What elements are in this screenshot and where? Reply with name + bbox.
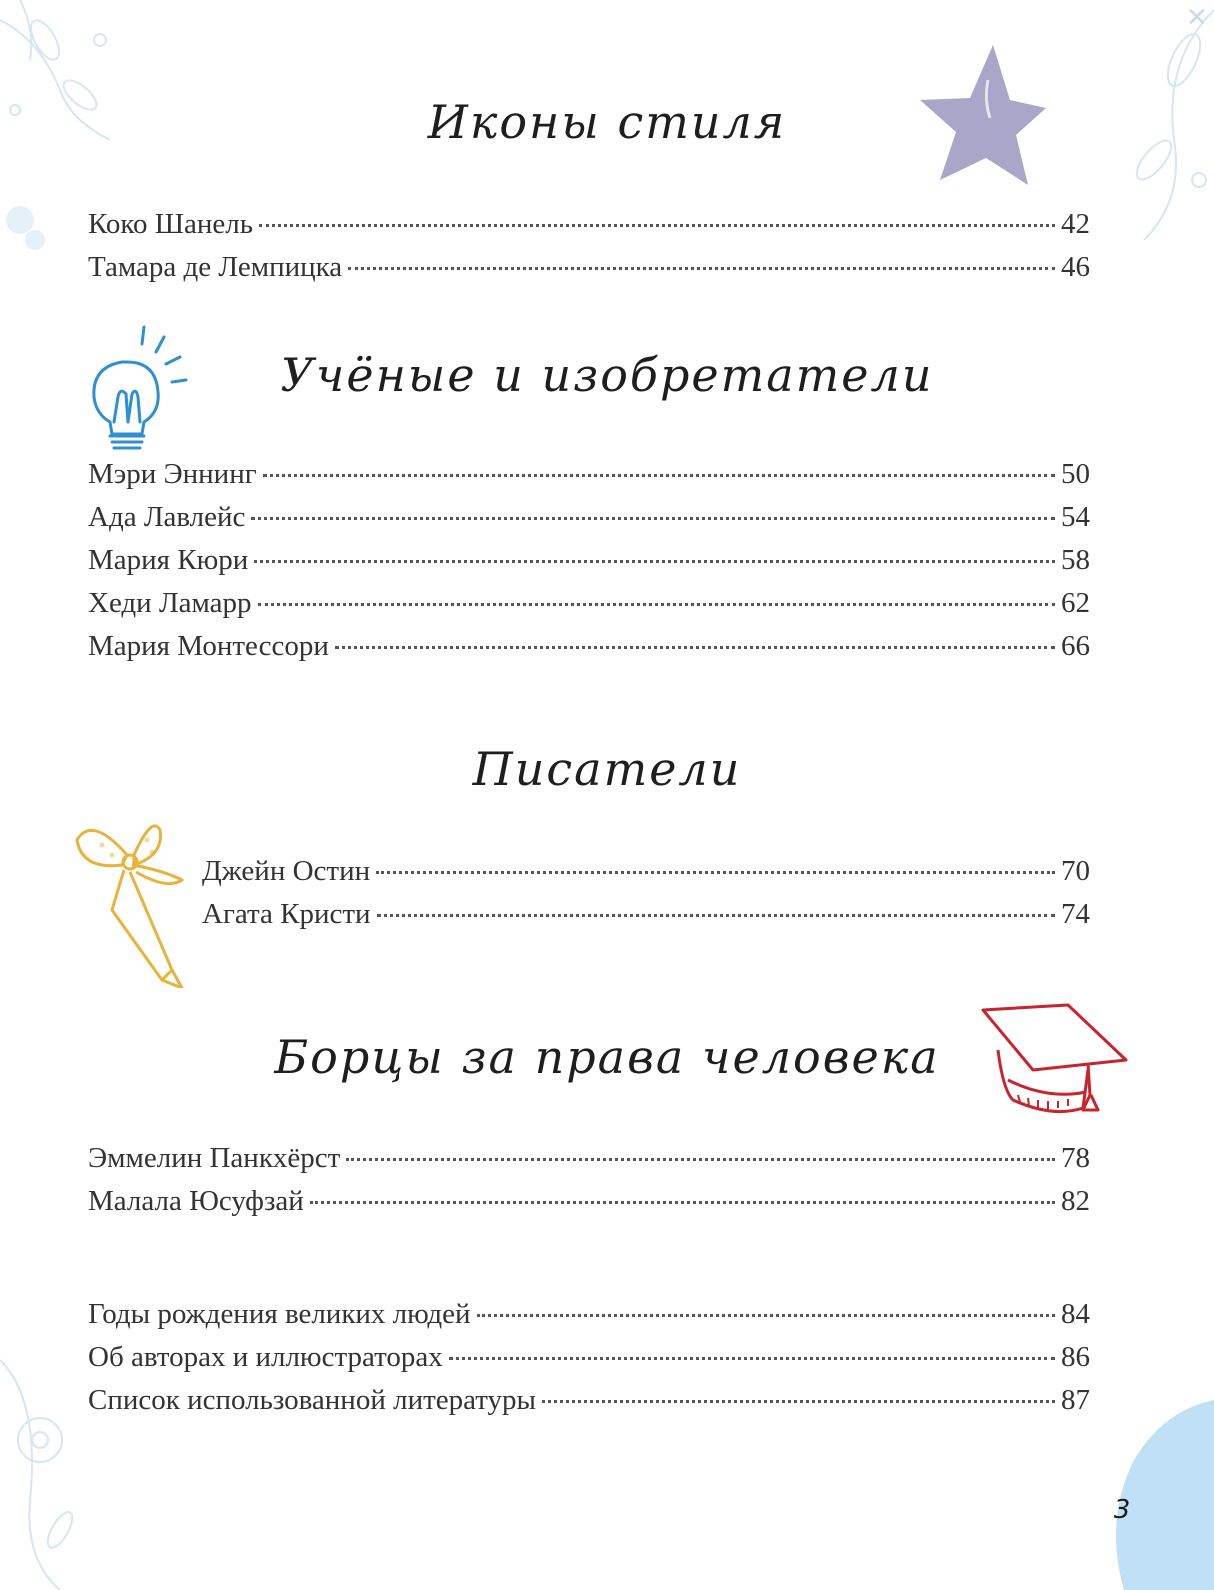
svg-text:✕: ✕ [1186,3,1208,33]
toc-entry[interactable] [88,1341,1090,1384]
entry-page: 87 [1061,1384,1090,1416]
dot-leader [346,1158,1055,1161]
dot-leader [376,871,1055,874]
entry-name: Джейн Остин [202,855,371,887]
dot-leader [377,914,1055,917]
entry-name: Эммелин Панкхёрст [88,1142,341,1174]
toc-entry[interactable] [88,1185,1090,1228]
toc-entry[interactable] [88,630,1090,673]
dot-leader [259,224,1055,227]
section-title: Учёные и изобретатели [280,348,934,402]
floral-decoration-icon [0,1240,90,1590]
entry-name: Малала Юсуфзай [88,1185,304,1217]
dot-leader [348,267,1055,270]
entry-page: 46 [1061,251,1090,283]
entry-page: 62 [1061,587,1090,619]
entry-page: 78 [1061,1142,1090,1174]
floral-decoration-icon [0,170,60,290]
entry-page: 84 [1061,1298,1090,1330]
entry-name: Тамара де Лемпицка [88,251,343,283]
toc-entry[interactable] [202,855,1090,898]
entry-page: 50 [1061,458,1090,490]
entry-name: Об авторах и иллюстраторах [88,1341,443,1373]
bow-pen-icon [72,810,187,988]
toc-list [88,458,1090,673]
dot-leader [263,474,1055,477]
section-title: Писатели [472,742,742,796]
toc-entry[interactable] [88,1142,1090,1185]
toc-entry[interactable] [202,898,1090,941]
entry-page: 82 [1061,1185,1090,1217]
entry-page: 42 [1061,208,1090,240]
lightbulb-icon [82,322,192,457]
toc-extras-list [88,1298,1090,1427]
dot-leader [335,646,1055,649]
toc-list [88,208,1090,294]
entry-name: Список использованной литературы [88,1384,537,1416]
dot-leader [449,1357,1055,1360]
dot-leader [477,1314,1056,1317]
star-icon [918,40,1048,190]
toc-entry[interactable] [88,251,1090,294]
toc-entry[interactable] [88,458,1090,501]
toc-entry[interactable] [88,587,1090,630]
toc-list [202,855,1090,941]
toc-entry[interactable] [88,1384,1090,1427]
dot-leader [258,603,1055,606]
entry-page: 58 [1061,544,1090,576]
dot-leader [254,560,1055,563]
entry-name: Коко Шанель [88,208,253,240]
entry-name: Ада Лавлейс [88,501,246,533]
entry-page: 70 [1061,855,1090,887]
entry-page: 54 [1061,501,1090,533]
toc-entry[interactable] [88,208,1090,251]
entry-name: Годы рождения великих людей [88,1298,471,1330]
entry-name: Мэри Эннинг [88,458,257,490]
dot-leader [542,1400,1055,1403]
entry-page: 86 [1061,1341,1090,1373]
dot-leader [310,1201,1055,1204]
toc-entry[interactable] [88,501,1090,544]
entry-name: Мария Кюри [88,544,249,576]
toc-list [88,1142,1090,1228]
dot-leader [251,517,1055,520]
entry-page: 74 [1061,898,1090,930]
entry-name: Хеди Ламарр [88,587,252,619]
page-number: 3 [1113,1495,1131,1525]
entry-name: Агата Кристи [202,898,371,930]
section-title: Иконы стиля [427,95,787,149]
entry-name: Мария Монтессори [88,630,329,662]
toc-entry[interactable] [88,544,1090,587]
section-title: Борцы за права человека [274,1030,940,1084]
entry-page: 66 [1061,630,1090,662]
toc-entry[interactable] [88,1298,1090,1341]
graduation-cap-icon [978,1000,1128,1120]
